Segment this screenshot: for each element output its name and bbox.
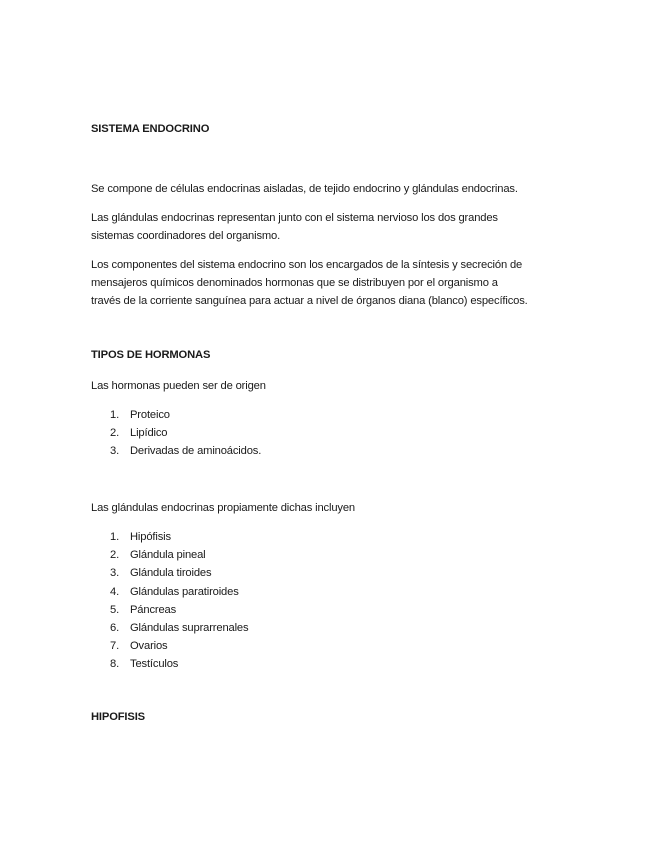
list-item-text: Glándulas paratiroides — [130, 585, 239, 598]
glands-intro-paragraph: Las glándulas endocrinas propiamente dichas incluyen — [91, 502, 355, 514]
intro-paragraph-3-line-3: través de la corriente sanguínea para actuar a nivel de órganos diana (blanco) específicos. — [91, 295, 528, 307]
list-item-number: 1. — [110, 531, 120, 543]
list-item-text: Lipídico — [130, 427, 168, 440]
list-item-number: 2. — [110, 427, 120, 440]
section-title-sistema-endocrino: SISTEMA ENDOCRINO — [91, 123, 210, 135]
list-item-number: 3. — [110, 445, 120, 458]
intro-paragraph-1: Se compone de células endocrinas aisladas, de tejido endocrino y glándulas endocrinas. — [91, 183, 518, 195]
list-item-number: 8. — [110, 658, 120, 671]
list-item-number: 1. — [110, 409, 120, 421]
intro-paragraph-3-line-1: Los componentes del sistema endocrino son los encargados de la síntesis y secreción de — [91, 259, 523, 271]
list-item-text: Páncreas — [130, 603, 177, 616]
types-intro-paragraph: Las hormonas pueden ser de origen — [91, 380, 266, 392]
intro-paragraph-2-line-2: sistemas coordinadores del organismo. — [91, 230, 281, 242]
section-title-hipofisis: HIPOFISIS — [91, 711, 145, 723]
list-item-number: 2. — [110, 549, 120, 562]
list-item-text: Testículos — [130, 658, 179, 671]
list-item-text: Glándula tiroides — [130, 567, 212, 580]
list-item-text: Proteico — [130, 409, 170, 421]
list-item-text: Derivadas de aminoácidos. — [130, 445, 262, 458]
list-item-number: 6. — [110, 621, 120, 634]
list-item-text: Glándulas suprarrenales — [130, 621, 249, 634]
list-item-number: 3. — [110, 567, 120, 580]
list-item-text: Glándula pineal — [130, 549, 206, 562]
intro-paragraph-3-line-2: mensajeros químicos denominados hormonas que se distribuyen por el organismo a — [91, 277, 498, 289]
list-item-number: 4. — [110, 585, 120, 598]
list-item-text: Hipófisis — [130, 531, 171, 543]
list-item-number: 5. — [110, 603, 120, 616]
list-item-number: 7. — [110, 640, 120, 653]
intro-paragraph-2-line-1: Las glándulas endocrinas representan junto con el sistema nervioso los dos grandes — [91, 212, 498, 224]
section-title-tipos-de-hormonas: TIPOS DE HORMONAS — [91, 349, 211, 361]
list-item-text: Ovarios — [130, 640, 168, 653]
